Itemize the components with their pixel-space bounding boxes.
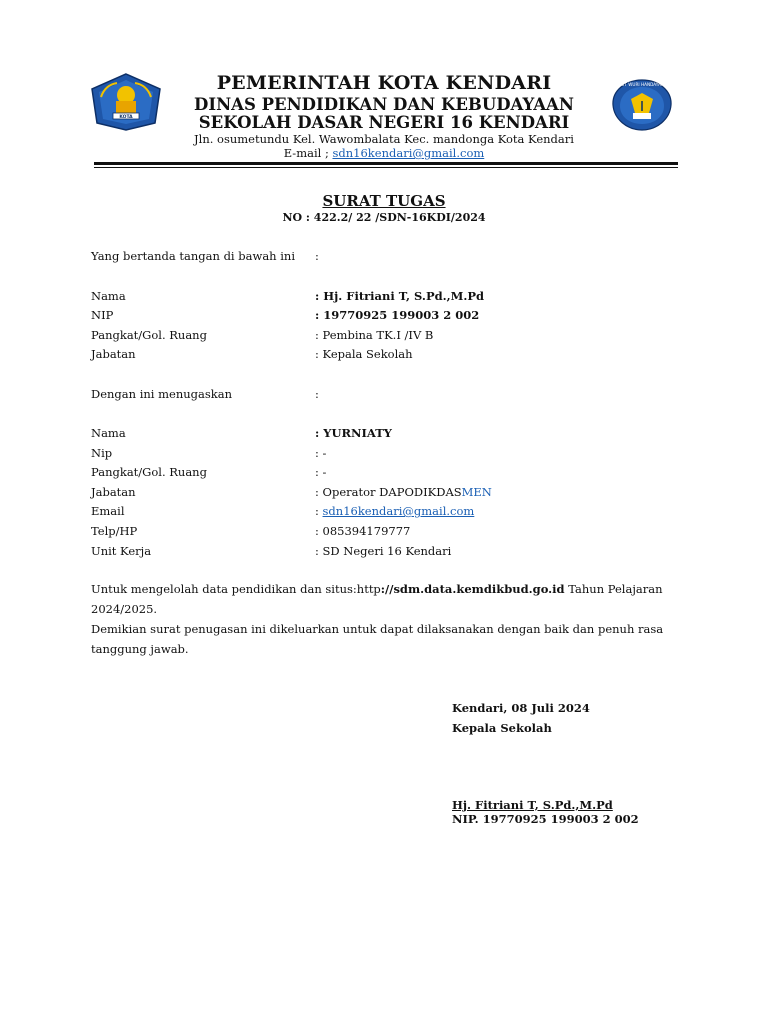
assignee-name-value: : YURNIATY	[315, 426, 392, 440]
signature-position: Kepala Sekolah	[452, 721, 552, 735]
body-paragraph-2: Demikian surat penugasan ini dikeluarkan untuk dapat dilaksanakan dengan baik dan penuh rasa tanggung jawab.	[91, 622, 664, 656]
assignee-phone-label: Telp/HP	[91, 524, 138, 538]
assignee-position-suffix: MEN	[461, 485, 492, 499]
signer-rank-label: Pangkat/Gol. Ruang	[91, 328, 207, 342]
letterhead-department: DINAS PENDIDIKAN DAN KEBUDAYAAN	[194, 95, 574, 114]
intro-colon: :	[315, 249, 319, 263]
assign-colon: :	[315, 387, 319, 401]
signature-place-date: Kendari, 08 Juli 2024	[452, 701, 590, 715]
signer-position-value: : Kepala Sekolah	[315, 347, 413, 361]
intro-label: Yang bertanda tangan di bawah ini	[91, 249, 296, 263]
assignee-position-text: : Operator DAPODIKDAS	[315, 485, 462, 499]
assignee-rank-value: : -	[315, 465, 327, 479]
letterhead-school: SEKOLAH DASAR NEGERI 16 KENDARI	[198, 113, 570, 132]
letterhead-government: PEMERINTAH KOTA KENDARI	[216, 72, 552, 94]
body-p1-start: Untuk mengelolah data pendidikan dan situs:http	[91, 582, 381, 596]
letterhead-thick-rule	[94, 162, 678, 165]
document-title: SURAT TUGAS	[322, 192, 446, 210]
assignee-email-label: Email	[91, 504, 125, 518]
assignee-email-row	[315, 504, 474, 518]
letterhead-address: Jln. osumetundu Kel. Wawombalata Kec. mandonga Kota Kendari	[194, 132, 574, 146]
body-p1-end: Tahun Pelajaran 2024/2025.	[91, 582, 663, 616]
letterhead-thin-rule	[94, 167, 678, 168]
letterhead-email-line	[150, 146, 618, 160]
assignee-rank-label: Pangkat/Gol. Ruang	[91, 465, 207, 479]
assignee-email-link[interactable]: sdn16kendari@gmail.com	[322, 504, 475, 518]
signature-name: Hj. Fitriani T, S.Pd.,M.Pd	[452, 798, 613, 812]
right-logo-text: TUT WURI HANDAYANI	[618, 82, 666, 87]
email-link[interactable]: sdn16kendari@gmail.com	[332, 146, 485, 160]
document-number: NO : 422.2/ 22 /SDN-16KDI/2024	[282, 211, 486, 224]
signature-nip: NIP. 19770925 199003 2 002	[452, 812, 639, 826]
assignee-position-value	[315, 485, 492, 499]
assignee-phone-value: : 085394179777	[315, 524, 411, 538]
assignee-nip-value: : -	[315, 446, 327, 460]
signer-name-value: : Hj. Fitriani T, S.Pd.,M.Pd	[315, 289, 485, 303]
signer-name-label: Nama	[91, 289, 126, 303]
body-p1-url: ://sdm.data.kemdikbud.go.id	[380, 582, 565, 596]
signer-position-label: Jabatan	[91, 347, 136, 361]
assignee-name-label: Nama	[91, 426, 126, 440]
email-prefix: E-mail ;	[283, 146, 333, 160]
tut-wuri-handayani-icon	[611, 79, 673, 131]
signer-nip-value: : 19770925 199003 2 002	[315, 308, 480, 322]
assignee-email-prefix: :	[315, 504, 323, 518]
assignee-nip-label: Nip	[91, 446, 113, 460]
assignee-unit-label: Unit Kerja	[91, 544, 152, 558]
signer-nip-label: NIP	[91, 308, 114, 322]
body-paragraph-1	[91, 580, 681, 619]
assign-label: Dengan ini menugaskan	[91, 387, 233, 401]
left-logo-text: KOTA	[119, 115, 133, 120]
signer-rank-value: : Pembina TK.I /IV B	[315, 328, 434, 342]
assignee-unit-value: : SD Negeri 16 Kendari	[315, 544, 452, 558]
assignee-position-label: Jabatan	[91, 485, 136, 499]
